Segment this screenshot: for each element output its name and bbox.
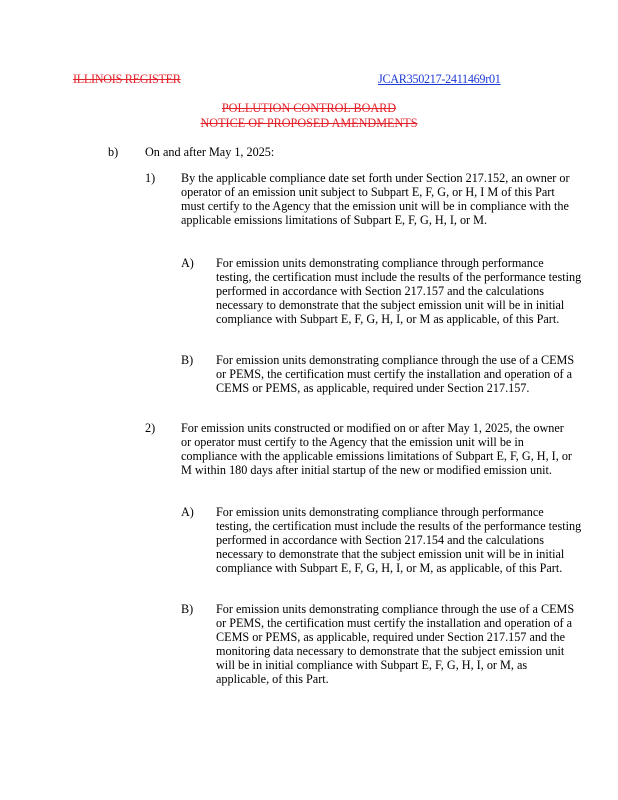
notice-title: NOTICE OF PROPOSED AMENDMENTS — [200, 116, 418, 130]
item-1-text: By the applicable compliance date set forth under Section 217.152, an owner or operator of an emission unit subject to Subpart E, F, G, or H, I M of this Part must certify to the Agency that the emission unit will be in compliance with the applicable emissions limitations of Subpart E, F, G, H, I, or M. — [181, 171, 570, 227]
item-1-label: 1) — [145, 171, 156, 185]
board-title: POLLUTION CONTROL BOARD — [221, 101, 397, 115]
item-1b-text: For emission units demonstrating compliance through the use of a CEMS or PEMS, the certification must certify the installation and operation of a CEMS or PEMS, as applicable, required under Section 217.157. — [216, 353, 575, 395]
subsection-b-label: b) — [108, 145, 119, 159]
item-1a-text: For emission units demonstrating compliance through performance testing, the certification must include the results of the performance testing performed in accordance with Section 217.157 and the calculations necessary to demonstrate that the subject emission unit will be in initial compliance with Subpart E, F, G, H, I, or M as applicable, of this Part. — [216, 256, 582, 326]
item-2b-text: For emission units demonstrating compliance through the use of a CEMS or PEMS, the certification must certify the installation and operation of a CEMS or PEMS, as applicable, required under Section 217.157 and the monitoring data necessary to demonstrate that the subject emission unit will be in initial compliance with Subpart E, F, G, H, I, or M, as applicable, of this Part. — [216, 602, 575, 686]
item-2-text: For emission units constructed or modified on or after May 1, 2025, the owner or operator must certify to the Agency that the emission unit will be in compliance with the applicable emissions limitations of Subpart E, F, G, H, I, or M within 180 days after initial startup of the new or modified emission unit. — [181, 421, 572, 477]
item-2b-label: B) — [181, 602, 194, 616]
item-1b-label: B) — [181, 353, 194, 367]
item-2-label: 2) — [145, 421, 156, 435]
register-header: ILLINOIS REGISTER — [73, 72, 181, 86]
item-2a-label: A) — [181, 505, 194, 519]
document-id-header: JCAR350217-2411469r01 — [378, 72, 501, 86]
item-1a-label: A) — [181, 256, 194, 270]
item-2a-text: For emission units demonstrating compliance through performance testing, the certification must include the results of the performance testing performed in accordance with Section 217.154 and the calculations necessary to demonstrate that the subject emission unit will be in initial compliance with Subpart E, F, G, H, I, or M, as applicable, of this Part. — [216, 505, 582, 575]
subsection-b-text: On and after May 1, 2025: — [145, 145, 275, 159]
